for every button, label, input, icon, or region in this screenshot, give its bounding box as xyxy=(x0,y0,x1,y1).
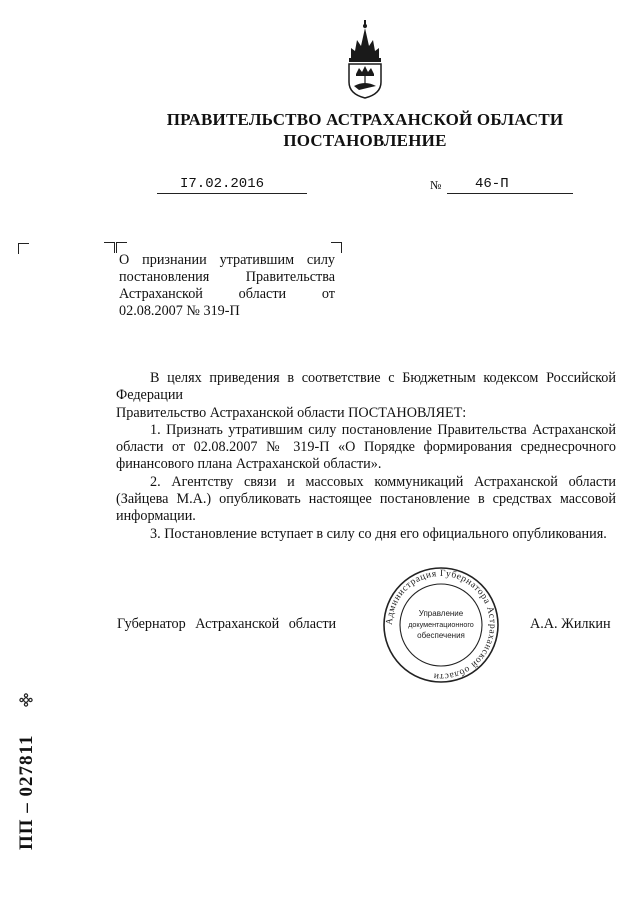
date-underline xyxy=(157,193,307,194)
document-number: 46-П xyxy=(475,176,509,192)
number-sign: № xyxy=(430,178,442,192)
seal-ring-text: Администрация Губернатора Астраханской области xyxy=(384,568,498,682)
document-subject: О признании утратившим силу постановления Правительства Астраханской области от 02.08.2007 № 319-П xyxy=(119,252,335,319)
ornament-icon xyxy=(18,692,34,708)
signatory-name: А.А. Жилкин xyxy=(530,616,611,632)
document-date: I7.02.2016 xyxy=(180,176,265,192)
intro-paragraph: В целях приведения в соответствие с Бюджетным кодексом Российской Федерации xyxy=(116,370,616,404)
corner-mark-subject-left-a xyxy=(104,242,115,253)
corner-mark-left xyxy=(18,243,29,254)
seal-center-line-2: документационного xyxy=(408,620,474,629)
number-underline xyxy=(447,193,573,194)
resolves-line: Правительство Астраханской области ПОСТАНОВЛЯЕТ: xyxy=(116,404,467,421)
seal-center-line-3: обеспечения xyxy=(417,631,465,640)
form-code-text: ПП – 027811 xyxy=(16,734,37,850)
document-type-title: ПОСТАНОВЛЕНИЕ xyxy=(283,131,447,150)
item-2: 2. Агентству связи и массовых коммуникаций Астраханской области (Зайцева М.А.) опубликовать настоящее постановление в средствах массовой информации. xyxy=(116,473,616,525)
coat-of-arms-emblem xyxy=(343,18,387,100)
authority-title: ПРАВИТЕЛЬСТВО АСТРАХАНСКОЙ ОБЛАСТИ xyxy=(166,110,564,129)
document-body xyxy=(116,370,616,543)
official-seal xyxy=(381,565,501,685)
side-form-code xyxy=(12,690,42,860)
item-1: 1. Признать утратившим силу постановление Правительства Астраханской области от 02.08.2007 № 319-П «О Порядке формирования среднесрочного финансового плана Астраханской области». xyxy=(116,421,616,473)
item-3: 3. Постановление вступает в силу со дня его официального опубликования. xyxy=(150,525,607,542)
signatory-position: Губернатор Астраханской области xyxy=(117,616,337,632)
seal-center-line-1: Управление xyxy=(418,609,464,618)
